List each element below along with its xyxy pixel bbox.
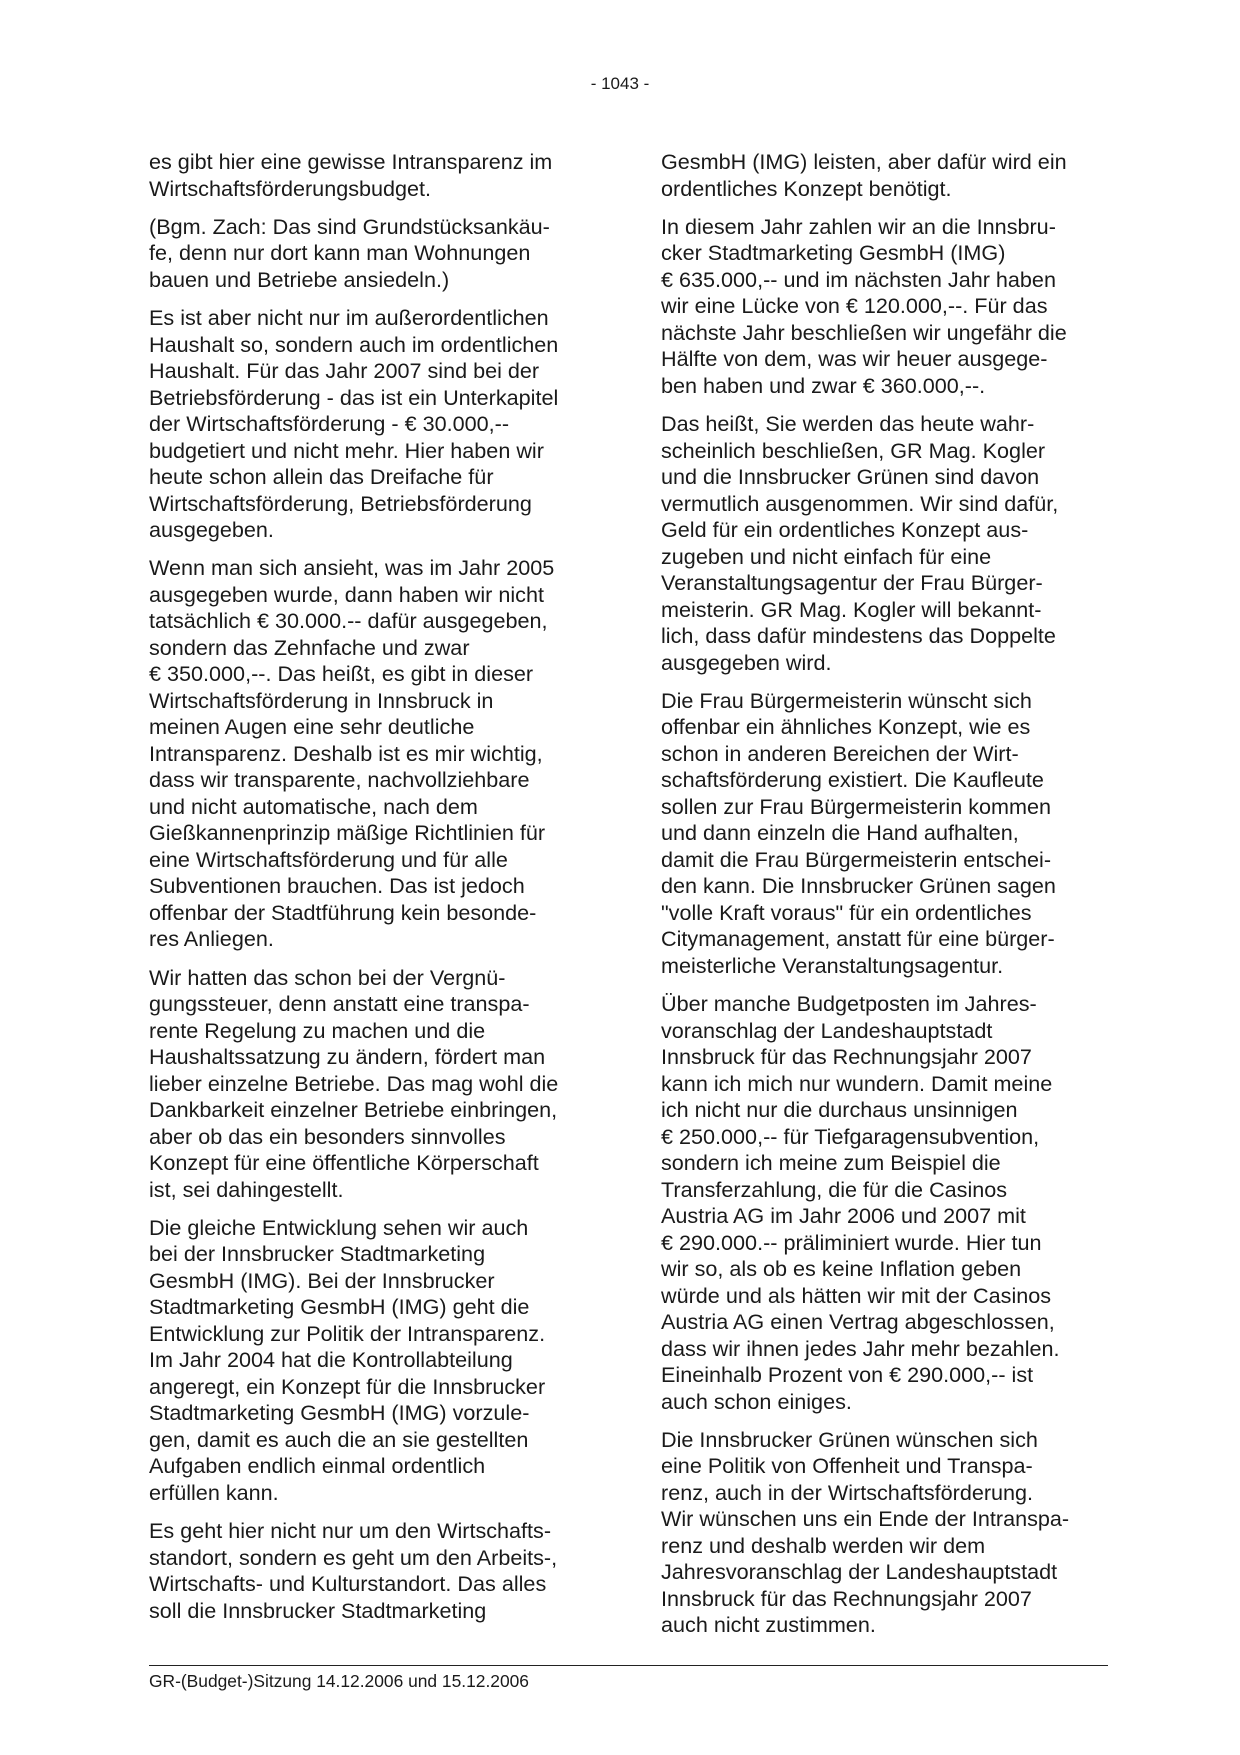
text-line: Wirtschaftsförderung in Innsbruck in <box>149 687 494 713</box>
text-line: Eineinhalb Prozent von € 290.000,-- ist <box>661 1362 1034 1388</box>
text-line: meisterin. GR Mag. Kogler will bekannt- <box>661 596 1042 622</box>
text-line: Transferzahlung, die für die Casinos <box>661 1176 1008 1202</box>
text-line: und dann einzeln die Hand aufhalten, <box>661 820 1019 846</box>
paragraph <box>149 305 599 544</box>
text-line: offenbar der Stadtführung kein besonde- <box>149 899 537 925</box>
text-line: GesmbH (IMG). Bei der Innsbrucker <box>149 1267 495 1293</box>
text-line: tatsächlich € 30.000.-- dafür ausgegeben, <box>149 608 548 634</box>
text-line: Es ist aber nicht nur im außerordentlichen <box>149 305 549 331</box>
text-line: cker Stadtmarketing GesmbH (IMG) <box>661 240 1006 266</box>
paragraph <box>149 965 599 1204</box>
text-line: den kann. Die Innsbrucker Grünen sagen <box>661 873 1056 899</box>
text-line: sollen zur Frau Bürgermeisterin kommen <box>661 793 1052 819</box>
text-line: Wirtschafts- und Kulturstandort. Das alles <box>149 1571 547 1597</box>
text-line: würde und als hätten wir mit der Casinos <box>661 1282 1052 1308</box>
text-line: ausgegeben wird. <box>661 649 832 675</box>
paragraph <box>149 1215 599 1507</box>
text-line: sondern das Zehnfache und zwar <box>149 634 470 660</box>
text-line: meisterliche Veranstaltungsagentur. <box>661 952 1004 978</box>
text-line: Innsbruck für das Rechnungsjahr 2007 <box>661 1044 1032 1070</box>
text-line: bei der Innsbrucker Stadtmarketing <box>149 1241 486 1267</box>
text-line: voranschlag der Landeshauptstadt <box>661 1017 993 1043</box>
text-line: lieber einzelne Betriebe. Das mag wohl die <box>149 1070 559 1096</box>
text-line: Die gleiche Entwicklung sehen wir auch <box>149 1214 529 1240</box>
text-line: meinen Augen eine sehr deutliche <box>149 714 475 740</box>
text-line: eine Wirtschaftsförderung und für alle <box>149 846 508 872</box>
text-line: Die Innsbrucker Grünen wünschen sich <box>661 1426 1038 1452</box>
paragraph <box>661 411 1111 676</box>
paragraph <box>661 214 1111 400</box>
text-line: Im Jahr 2004 hat die Kontrollabteilung <box>149 1347 513 1373</box>
text-line: ausgegeben. <box>149 517 274 543</box>
text-line: aber ob das ein besonders sinnvolles <box>149 1123 506 1149</box>
text-line: Entwicklung zur Politik der Intransparenz. <box>149 1320 546 1346</box>
text-line: Haushalt. Für das Jahr 2007 sind bei der <box>149 358 540 384</box>
left-text-column <box>149 149 599 1636</box>
text-line: Jahresvoranschlag der Landeshauptstadt <box>661 1559 1058 1585</box>
text-line: Aufgaben endlich einmal ordentlich <box>149 1453 486 1479</box>
text-line: es gibt hier eine gewisse Intransparenz im <box>149 149 553 174</box>
text-line: (Bgm. Zach: Das sind Grundstücksankäu- <box>149 213 550 239</box>
text-line: dass wir transparente, nachvollziehbare <box>149 767 530 793</box>
text-line: scheinlich beschließen, GR Mag. Kogler <box>661 437 1046 463</box>
text-line: Hälfte von dem, was wir heuer ausgege- <box>661 346 1048 372</box>
text-line: wir so, als ob es keine Inflation geben <box>661 1256 1022 1282</box>
text-line: Haushaltssatzung zu ändern, fördert man <box>149 1044 546 1070</box>
text-line: angeregt, ein Konzept für die Innsbrucker <box>149 1373 546 1399</box>
text-line: "volle Kraft voraus" für ein ordentliches <box>661 899 1032 925</box>
text-line: Gießkannenprinzip mäßige Richtlinien für <box>149 820 546 846</box>
text-line: Wirtschaftsförderungsbudget. <box>149 175 432 201</box>
text-line: Intransparenz. Deshalb ist es mir wichtig, <box>149 740 543 766</box>
text-line: ben haben und zwar € 360.000,--. <box>661 372 986 398</box>
text-line: Citymanagement, anstatt für eine bürger- <box>661 926 1055 952</box>
text-line: erfüllen kann. <box>149 1479 279 1505</box>
paragraph <box>149 555 599 953</box>
text-line: Das heißt, Sie werden das heute wahr- <box>661 411 1035 437</box>
text-line: renz, auch in der Wirtschaftsförderung. <box>661 1479 1034 1505</box>
text-line: kann ich mich nur wundern. Damit meine <box>661 1070 1053 1096</box>
text-line: ordentliches Konzept benötigt. <box>661 175 952 201</box>
text-line: nächste Jahr beschließen wir ungefähr die <box>661 319 1067 345</box>
text-line: renz und deshalb werden wir dem <box>661 1532 986 1558</box>
text-line: Austria AG im Jahr 2006 und 2007 mit <box>661 1203 1026 1229</box>
text-line: Subventionen brauchen. Das ist jedoch <box>149 873 525 899</box>
text-line: offenbar ein ähnliches Konzept, wie es <box>661 714 1031 740</box>
text-line: Betriebsförderung - das ist ein Unterkapitel <box>149 384 559 410</box>
text-line: Konzept für eine öffentliche Körperschaft <box>149 1150 539 1176</box>
text-line: standort, sondern es geht um den Arbeits-, <box>149 1544 558 1570</box>
text-line: Veranstaltungsagentur der Frau Bürger- <box>661 570 1043 596</box>
text-line: GesmbH (IMG) leisten, aber dafür wird ein <box>661 149 1067 174</box>
text-line: heute schon allein das Dreifache für <box>149 464 494 490</box>
text-line: gungssteuer, denn anstatt eine transpa- <box>149 991 530 1017</box>
text-line: und die Innsbrucker Grünen sind davon <box>661 464 1040 490</box>
text-line: soll die Innsbrucker Stadtmarketing <box>149 1597 487 1623</box>
text-line: damit die Frau Bürgermeisterin entschei- <box>661 846 1052 872</box>
text-line: € 635.000,-- und im nächsten Jahr haben <box>661 266 1056 292</box>
text-line: Geld für ein ordentliches Konzept aus- <box>661 517 1029 543</box>
text-line: Stadtmarketing GesmbH (IMG) vorzule- <box>149 1400 530 1426</box>
text-line: eine Politik von Offenheit und Transpa- <box>661 1453 1033 1479</box>
text-line: lich, dass dafür mindestens das Doppelte <box>661 623 1056 649</box>
text-line: Wirtschaftsförderung, Betriebsförderung <box>149 490 532 516</box>
text-line: und nicht automatische, nach dem <box>149 793 478 819</box>
paragraph <box>661 1427 1111 1639</box>
text-line: bauen und Betriebe ansiedeln.) <box>149 266 450 292</box>
paragraph <box>661 149 1111 202</box>
text-line: Haushalt so, sondern auch im ordentlichen <box>149 331 559 357</box>
text-line: ich nicht nur die durchaus unsinnigen <box>661 1097 1018 1123</box>
text-line: Wenn man sich ansieht, was im Jahr 2005 <box>149 555 555 581</box>
text-line: gen, damit es auch die an sie gestellten <box>149 1426 529 1452</box>
text-line: Austria AG einen Vertrag abgeschlossen, <box>661 1309 1055 1335</box>
text-line: der Wirtschaftsförderung - € 30.000,-- <box>149 411 510 437</box>
text-line: schon in anderen Bereichen der Wirt- <box>661 740 1019 766</box>
paragraph <box>149 149 599 202</box>
footer-text: GR-(Budget-)Sitzung 14.12.2006 und 15.12.2006 <box>149 1671 529 1691</box>
text-line: Wir wünschen uns ein Ende der Intranspa- <box>661 1506 1070 1532</box>
text-line: schaftsförderung existiert. Die Kaufleute <box>661 767 1044 793</box>
text-line: sondern ich meine zum Beispiel die <box>661 1150 1001 1176</box>
paragraph <box>661 688 1111 980</box>
paragraph <box>149 1518 599 1624</box>
text-line: res Anliegen. <box>149 926 274 952</box>
text-line: € 290.000.-- präliminiert wurde. Hier tun <box>661 1229 1042 1255</box>
paragraph <box>149 214 599 294</box>
text-line: Die Frau Bürgermeisterin wünscht sich <box>661 687 1032 713</box>
text-line: ist, sei dahingestellt. <box>149 1176 344 1202</box>
text-line: Es geht hier nicht nur um den Wirtschafts- <box>149 1518 552 1544</box>
text-line: Dankbarkeit einzelner Betriebe einbringen, <box>149 1097 558 1123</box>
paragraph <box>661 991 1111 1415</box>
text-line: vermutlich ausgenommen. Wir sind dafür, <box>661 490 1059 516</box>
text-line: ausgegeben wurde, dann haben wir nicht <box>149 581 544 607</box>
text-line: fe, denn nur dort kann man Wohnungen <box>149 240 531 266</box>
text-line: € 350.000,--. Das heißt, es gibt in dieser <box>149 661 534 687</box>
text-line: budgetiert und nicht mehr. Hier haben wir <box>149 437 544 463</box>
text-line: auch nicht zustimmen. <box>661 1612 876 1638</box>
text-line: Stadtmarketing GesmbH (IMG) geht die <box>149 1294 530 1320</box>
footer-divider <box>149 1665 1108 1666</box>
text-line: auch schon einiges. <box>661 1388 852 1414</box>
page-number: - 1043 - <box>590 74 650 93</box>
text-line: Innsbruck für das Rechnungsjahr 2007 <box>661 1585 1032 1611</box>
text-line: zugeben und nicht einfach für eine <box>661 543 992 569</box>
text-line: Über manche Budgetposten im Jahres- <box>661 991 1037 1017</box>
text-line: Wir hatten das schon bei der Vergnü- <box>149 964 506 990</box>
text-line: In diesem Jahr zahlen wir an die Innsbru- <box>661 213 1056 239</box>
text-line: wir eine Lücke von € 120.000,--. Für das <box>661 293 1048 319</box>
right-text-column <box>661 149 1111 1651</box>
text-line: rente Regelung zu machen und die <box>149 1017 486 1043</box>
text-line: dass wir ihnen jedes Jahr mehr bezahlen. <box>661 1335 1060 1361</box>
text-line: € 250.000,-- für Tiefgaragensubvention, <box>661 1123 1040 1149</box>
